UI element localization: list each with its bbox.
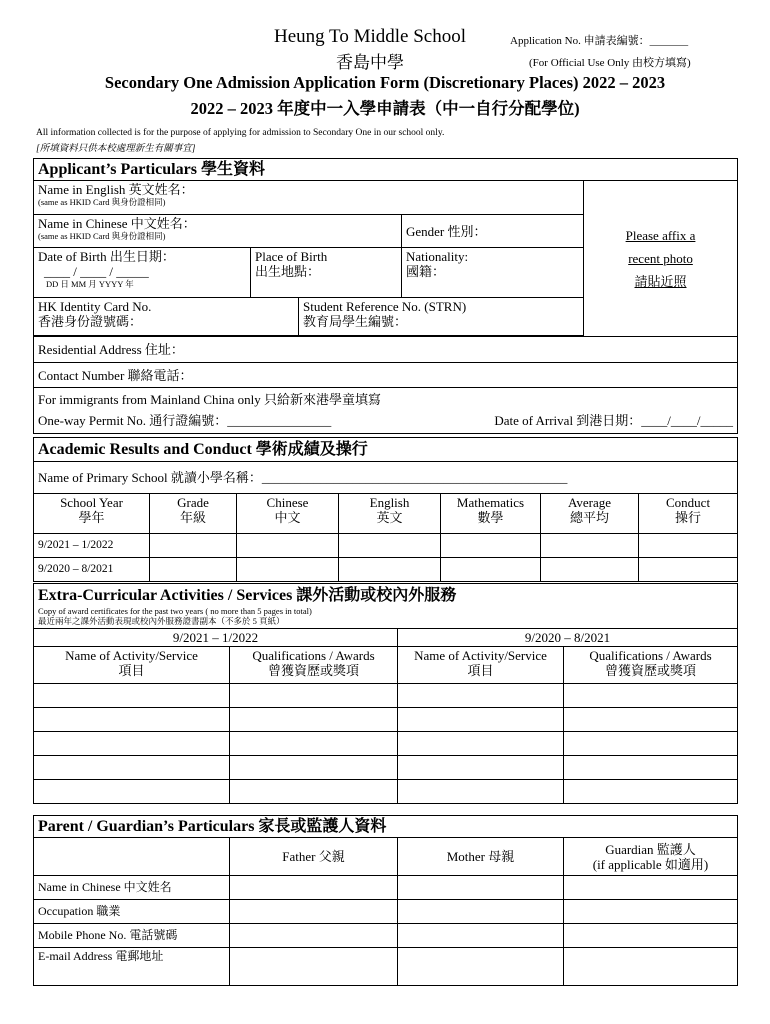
parent-input-cell[interactable] [230,900,398,924]
academic-col-header [150,494,237,534]
parent-input-cell[interactable] [230,876,398,900]
parent-row-label: Mobile Phone No. 電話號碼 [34,924,230,948]
primary-school-field[interactable]: Name of Primary School 就讀小學名稱：_______________________________________________ [34,462,738,494]
academic-input-cell[interactable] [339,558,441,582]
eca-period-1: 9/2021 – 1/2022 [34,629,398,647]
father-column-header: Father 父親 [230,838,398,876]
eca-input-cell[interactable] [398,708,564,732]
hkid-label-zh: 香港身份證號碼： [38,314,143,329]
eca-input-cell[interactable] [564,732,738,756]
eca-col-activity-2 [398,647,564,684]
academic-input-cell[interactable] [441,534,541,558]
nationality-field[interactable] [402,248,584,298]
eca-col-activity-label-zh: 項目 [467,663,494,678]
eca-col-qual-1 [230,647,398,684]
application-number: Application No. 申請表編號：_______ [510,35,689,47]
eca-col-activity-1 [34,647,230,684]
guardian-column-header [564,838,738,876]
table-row [34,558,738,582]
academic-col-header [237,494,339,534]
table-row [34,534,738,558]
name-english-field[interactable] [34,181,584,215]
eca-input-cell[interactable] [34,732,230,756]
name-english-label: Name in English 英文姓名： [38,182,194,197]
academic-col-label-zh: 中文 [274,510,301,525]
eca-col-qual-2 [564,647,738,684]
table-row [34,732,738,756]
parent-input-cell[interactable] [398,948,564,986]
table-row [34,900,738,924]
eca-input-cell[interactable] [564,684,738,708]
eca-input-cell[interactable] [230,684,398,708]
eca-table [33,583,738,804]
hkid-field[interactable] [34,298,299,336]
academic-input-cell[interactable] [441,558,541,582]
eca-col-activity-label: Name of Activity/Service [65,648,198,663]
parent-row-label: E-mail Address 電郵地址 [34,948,230,986]
academic-col-label-zh: 年級 [179,510,206,525]
academic-col-header [441,494,541,534]
permit-field[interactable]: One-way Permit No. 通行證編號：________________ [38,413,332,428]
academic-col-label-zh: 學年 [78,510,105,525]
academic-input-cell[interactable] [639,534,738,558]
table-row [34,948,738,986]
academic-table [33,437,738,582]
strn-label-zh: 教育局學生編號： [303,314,408,329]
eca-col-activity-label: Name of Activity/Service [414,648,547,663]
academic-input-cell[interactable] [541,558,639,582]
academic-input-cell[interactable] [237,558,339,582]
parent-input-cell[interactable] [564,924,738,948]
dob-field[interactable] [34,248,251,298]
eca-input-cell[interactable] [398,684,564,708]
academic-col-label: Average [567,495,612,510]
immigrant-label: For immigrants from Mainland China only 只給新來港學童填寫 [38,392,382,407]
academic-col-label: School Year [60,495,123,510]
applicant-table [33,158,738,434]
academic-input-cell[interactable] [339,534,441,558]
nationality-label: Nationality: [406,249,469,264]
photo-box [584,181,738,337]
parent-table [33,815,738,986]
academic-col-label-zh: 英文 [376,510,403,525]
academic-row-year: 9/2021 – 1/2022 [34,534,150,558]
photo-text-2: recent photo [628,251,693,266]
eca-col-qual-label: Qualifications / Awards [252,648,375,663]
photo-text-1: Please affix a [625,228,696,243]
dob-note: DD 日 MM 月 YYYY 年 [46,279,134,289]
pob-label: Place of Birth [255,249,328,264]
academic-input-cell[interactable] [639,558,738,582]
parent-input-cell[interactable] [564,948,738,986]
parent-input-cell[interactable] [398,876,564,900]
eca-col-qual-label-zh: 曾獲資歷或獎項 [267,663,359,678]
permit-arrival-row [38,410,733,431]
eca-col-qual-label-zh: 曾獲資歷或獎項 [604,663,696,678]
guardian-label: Guardian 監護人 [605,841,696,857]
eca-input-cell[interactable] [230,756,398,780]
parent-input-cell[interactable] [398,924,564,948]
table-row [34,708,738,732]
academic-col-header [34,494,150,534]
academic-col-header [541,494,639,534]
privacy-note-zh: [所填資料只供本校處理新生有關事宜] [36,144,196,154]
nationality-label-zh: 國籍： [406,264,446,279]
immigrant-section [34,388,738,434]
eca-input-cell[interactable] [230,708,398,732]
strn-field[interactable] [299,298,584,336]
hkid-label: HK Identity Card No. [38,299,152,314]
arrival-field[interactable]: Date of Arrival 到港日期：____/____/_____ [494,413,734,428]
parent-row-label: Name in Chinese 中文姓名 [34,876,230,900]
eca-heading: Extra-Curricular Activities / Services 課外活動或校內外服務 [38,587,457,604]
guardian-note: (if applicable 如適用) [592,856,709,872]
dob-label: Date of Birth 出生日期： [38,249,175,264]
eca-input-cell[interactable] [34,708,230,732]
table-row [34,780,738,804]
academic-col-label: English [369,495,410,510]
table-row [34,684,738,708]
form-title-zh: 2022 – 2023 年度中一入學申請表（中一自行分配學位) [190,99,580,118]
eca-input-cell[interactable] [398,756,564,780]
academic-header-row [34,494,738,534]
parent-row-label: Occupation 職業 [34,900,230,924]
table-row [34,756,738,780]
academic-col-label: Conduct [666,495,711,510]
table-row [34,924,738,948]
gender-field[interactable]: Gender 性別： [402,215,584,248]
academic-col-label: Mathematics [456,495,525,510]
eca-input-cell[interactable] [230,732,398,756]
eca-input-cell[interactable] [564,756,738,780]
academic-heading: Academic Results and Conduct 學術成績及操行 [34,438,738,462]
dob-line: ____ / ____ / _____ [44,264,149,279]
form-title-en: Secondary One Admission Application Form (Discretionary Places) 2022 – 2023 [104,73,666,92]
eca-input-cell[interactable] [564,780,738,804]
school-name-en: Heung To Middle School [273,26,466,47]
name-chinese-note: (same as HKID Card 與身份證相同) [38,231,166,241]
eca-col-activity-label-zh: 項目 [118,663,145,678]
eca-input-cell[interactable] [230,780,398,804]
academic-col-label-zh: 總平均 [569,510,609,525]
school-name-zh: 香島中學 [336,53,404,72]
academic-row-year: 9/2020 – 8/2021 [34,558,150,582]
academic-col-label: Chinese [266,495,309,510]
parent-input-cell[interactable] [230,948,398,986]
table-row [34,876,738,900]
parent-input-cell[interactable] [564,876,738,900]
eca-col-qual-label: Qualifications / Awards [589,648,712,663]
eca-column-headers [34,647,738,684]
pob-field[interactable] [251,248,402,298]
academic-input-cell[interactable] [150,558,237,582]
pob-label-zh: 出生地點： [255,264,321,279]
strn-label: Student Reference No. (STRN) [303,299,467,314]
parent-heading: Parent / Guardian’s Particulars 家長或監護人資料 [34,816,738,838]
eca-note-en: Copy of award certificates for the past two years ( no more than 5 pages in total) [38,606,312,616]
photo-text-3: 請貼近照 [634,274,687,289]
academic-input-cell[interactable] [237,534,339,558]
eca-input-cell[interactable] [34,756,230,780]
academic-col-header [639,494,738,534]
eca-input-cell[interactable] [398,780,564,804]
academic-col-label-zh: 數學 [477,510,504,525]
address-field[interactable]: Residential Address 住址： [34,337,738,363]
parent-corner-cell [34,838,230,876]
name-chinese-field[interactable] [34,215,402,248]
eca-input-cell[interactable] [34,684,230,708]
name-english-note: (same as HKID Card 與身份證相同) [38,197,166,207]
applicant-heading: Applicant’s Particulars 學生資料 [34,159,738,181]
academic-input-cell[interactable] [150,534,237,558]
eca-input-cell[interactable] [398,732,564,756]
parent-input-cell[interactable] [564,900,738,924]
name-chinese-label: Name in Chinese 中文姓名： [38,216,196,231]
academic-col-label-zh: 操行 [675,510,702,525]
privacy-note-en: All information collected is for the purpose of applying for admission to Secondary One in our school only. [36,128,445,138]
eca-input-cell[interactable] [564,708,738,732]
academic-input-cell[interactable] [541,534,639,558]
eca-note-zh: 最近兩年之課外活動表現或校內外服務證書副本（不多於 5 頁紙） [38,616,285,626]
academic-col-header [339,494,441,534]
parent-input-cell[interactable] [230,924,398,948]
academic-col-label: Grade [177,495,209,510]
eca-period-2: 9/2020 – 8/2021 [398,629,738,647]
contact-field[interactable]: Contact Number 聯絡電話： [34,363,738,388]
eca-input-cell[interactable] [34,780,230,804]
eca-header-cell [34,584,738,629]
official-use-note: (For Official Use Only 由校方填寫) [529,57,691,69]
parent-input-cell[interactable] [398,900,564,924]
mother-column-header: Mother 母親 [398,838,564,876]
